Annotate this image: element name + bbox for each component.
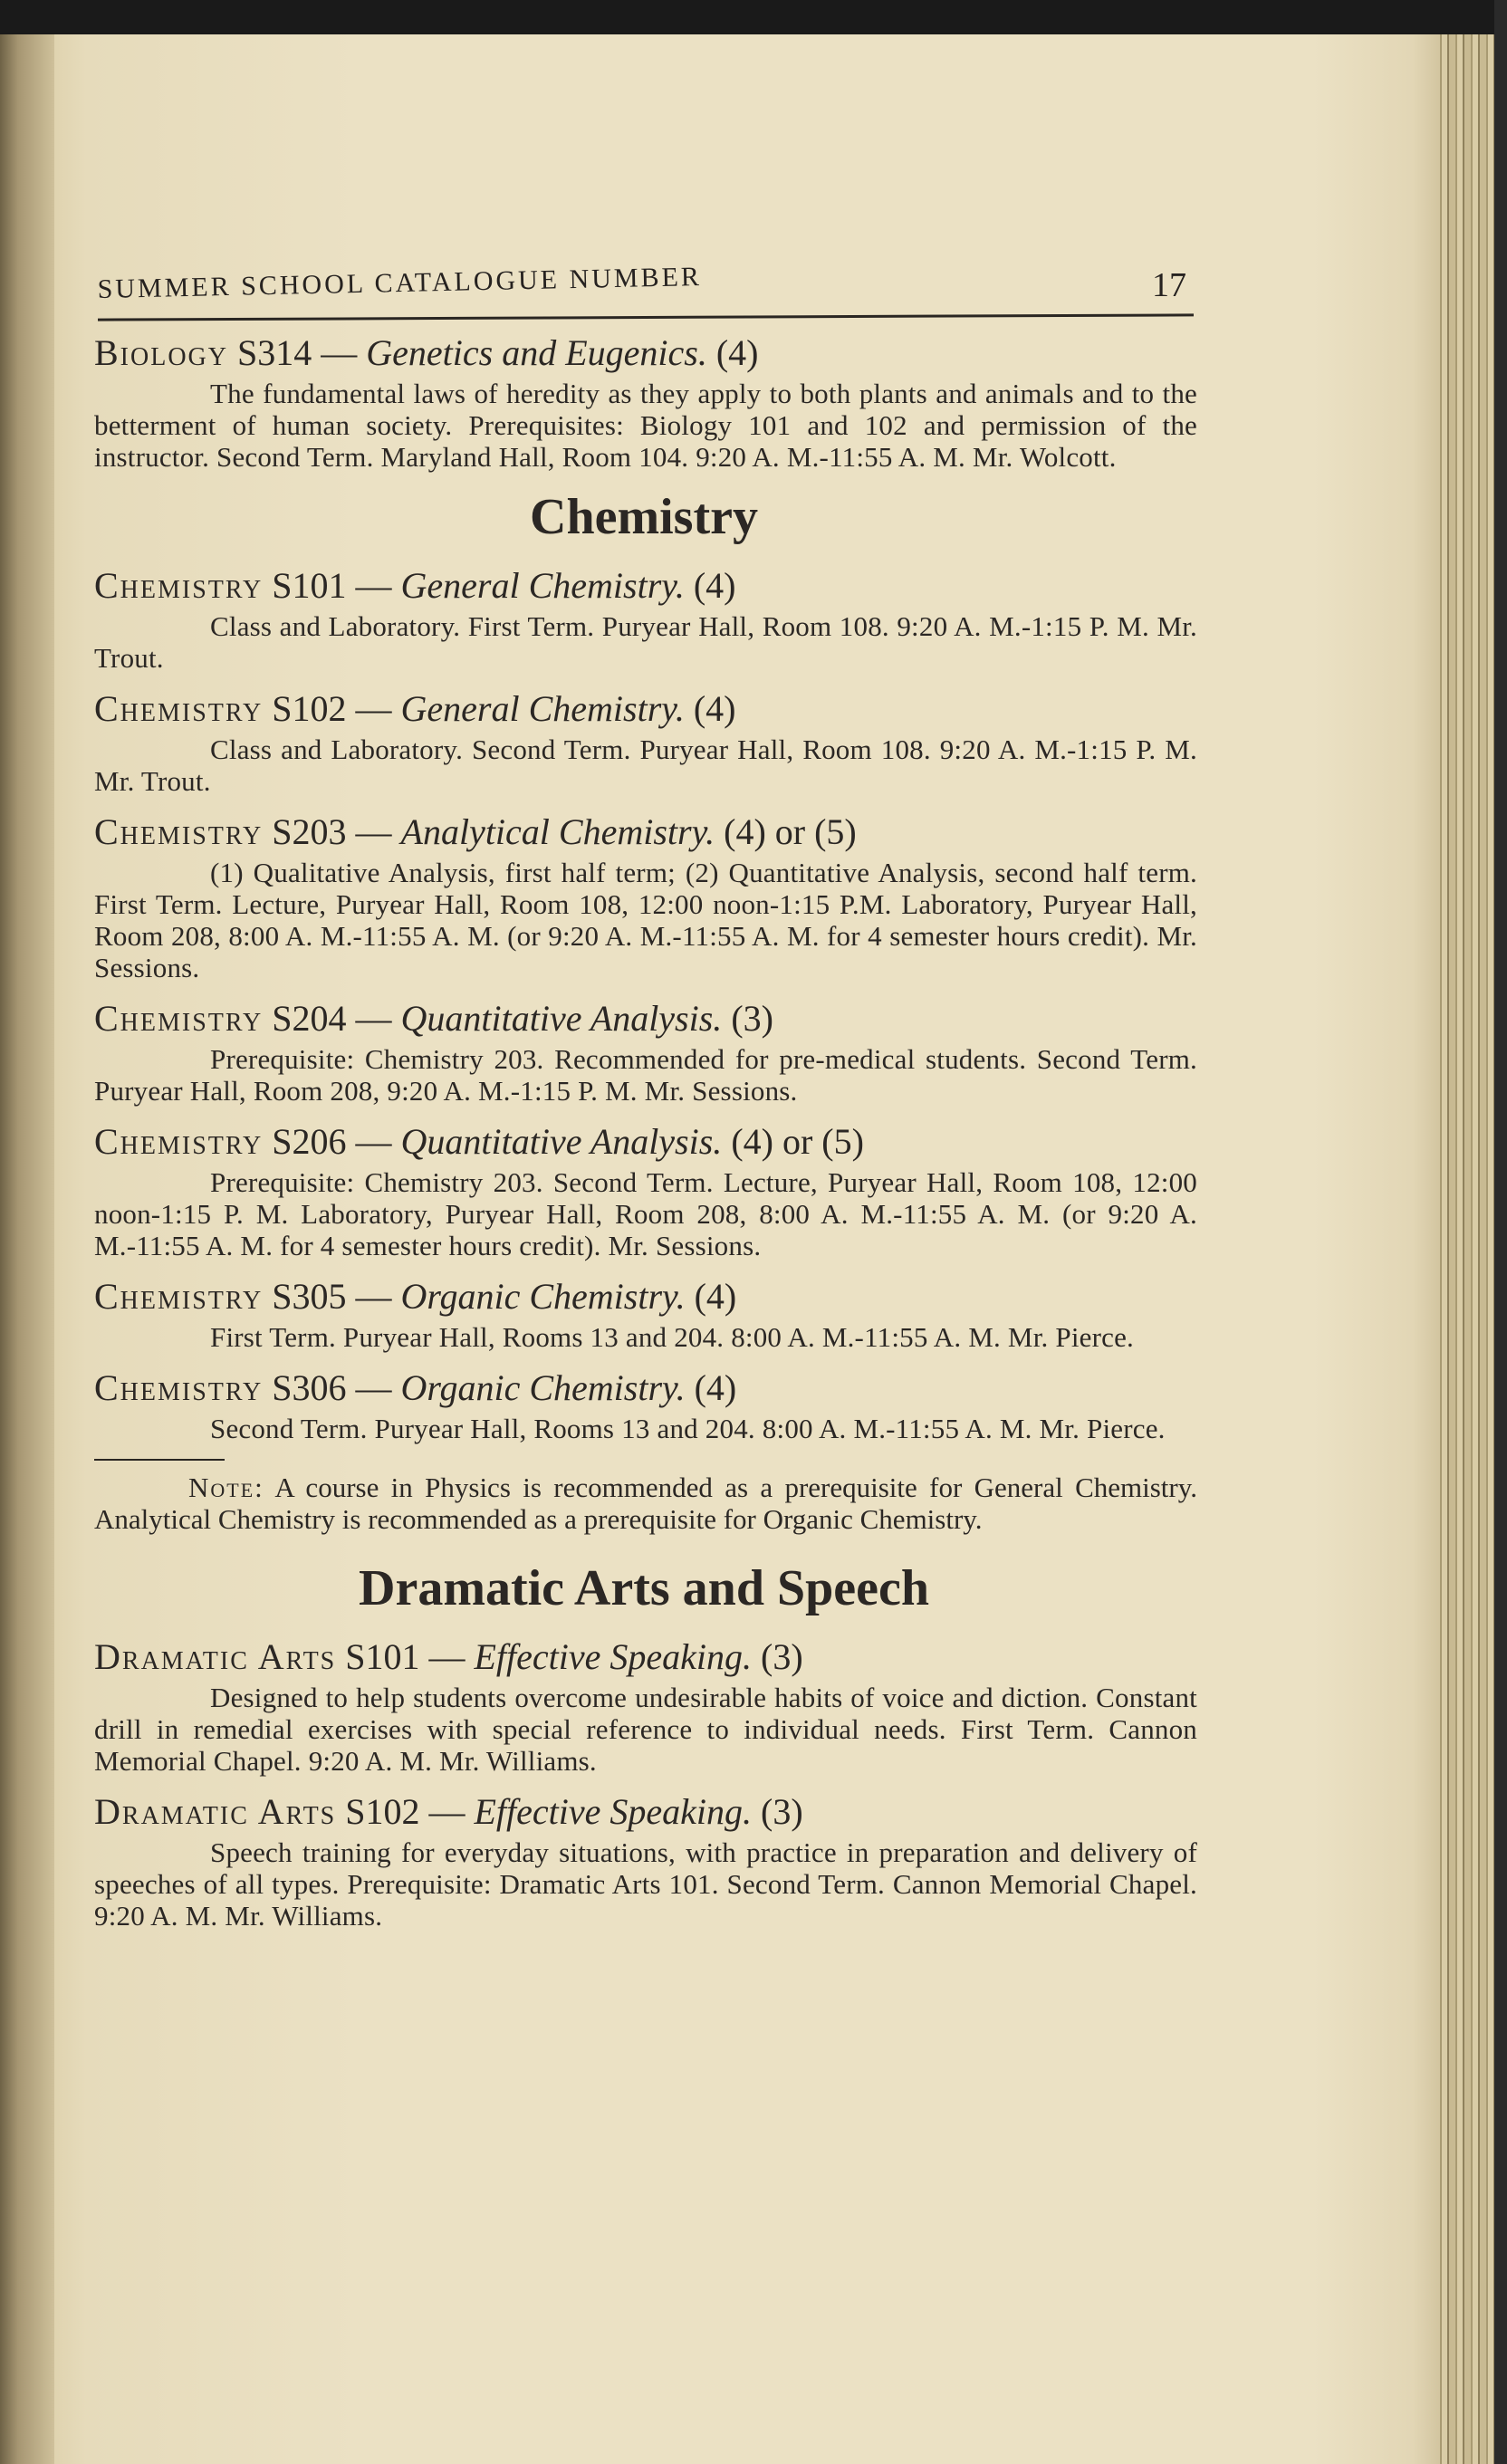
course-entry — [91, 1274, 1197, 1353]
dash: — — [355, 998, 401, 1039]
scan-border-top — [0, 0, 1507, 34]
course-dept: Chemistry — [94, 811, 264, 852]
course-description: Prerequisite: Chemistry 203. Recommended for pre-medical students. Second Term. Puryear Hall, Room 208, 9:20 A. M.-1:15 P. M. Mr. Sessions. — [94, 1043, 1197, 1107]
course-description: Prerequisite: Chemistry 203. Second Term. Lecture, Puryear Hall, Room 108, 12:00 noon-1:15 P. M. Laboratory, Puryear Hall, Room 208, 8:00 A. M.-11:55 A. M. (or 9:20 A. M.-11:55 A. M. for 4 semester hours credit). Mr. Sessions. — [94, 1166, 1197, 1261]
course-dept: Chemistry — [94, 1367, 264, 1408]
dash: — — [428, 1636, 475, 1677]
chemistry-note — [94, 1472, 1197, 1535]
course-title: Quantitative Analysis. — [400, 998, 723, 1039]
dash: — — [355, 1121, 401, 1162]
course-heading — [94, 1789, 1197, 1835]
course-title: Organic Chemistry. — [400, 1367, 686, 1408]
dash: — — [355, 811, 401, 852]
course-heading — [94, 1635, 1197, 1680]
course-title: Organic Chemistry. — [400, 1276, 686, 1317]
course-credits: (4) — [715, 332, 759, 373]
course-number: S101 — [272, 565, 347, 606]
dash: — — [428, 1791, 475, 1832]
course-entry — [91, 686, 1197, 797]
course-heading — [94, 1119, 1197, 1165]
course-credits: (3) — [761, 1791, 803, 1832]
course-heading — [94, 686, 1197, 732]
dash: — — [355, 1367, 401, 1408]
course-description: Class and Laboratory. First Term. Puryear Hall, Room 108. 9:20 A. M.-1:15 P. M. Mr. Trout. — [94, 610, 1197, 674]
page-content — [91, 331, 1197, 1944]
course-title: Effective Speaking. — [474, 1791, 753, 1832]
course-dept: Chemistry — [94, 1121, 264, 1162]
course-dept: Chemistry — [94, 688, 264, 729]
course-entry-biology-s314 — [91, 331, 1197, 473]
section-dramatic-arts — [91, 1557, 1197, 1932]
course-number: S305 — [272, 1276, 347, 1317]
note-text: A course in Physics is recommended as a prerequisite for General Chemistry. Analytical Chemistry is recommended as a prerequisite for Organic Chemistry. — [94, 1472, 1197, 1535]
course-description: First Term. Puryear Hall, Rooms 13 and 204. 8:00 A. M.-11:55 A. M. Mr. Pierce. — [210, 1321, 1135, 1353]
course-entry — [91, 996, 1197, 1107]
course-number: S204 — [272, 998, 347, 1039]
course-title: General Chemistry. — [400, 565, 685, 606]
course-dept: Biology — [94, 332, 228, 373]
dash: — — [321, 332, 367, 373]
course-dept: Chemistry — [94, 1276, 264, 1317]
course-entry — [91, 1789, 1197, 1932]
course-credits: (3) — [731, 998, 773, 1039]
binding-gutter — [0, 0, 54, 2464]
course-entry — [91, 810, 1197, 983]
scan-border-right — [1494, 0, 1507, 2464]
course-dept: Chemistry — [94, 998, 264, 1039]
course-dept: Dramatic Arts — [94, 1791, 337, 1832]
section-heading: Dramatic Arts and Speech — [359, 1560, 929, 1616]
note-label: Note: — [188, 1472, 264, 1503]
course-title: Genetics and Eugenics. — [366, 332, 707, 373]
header-rule — [98, 313, 1194, 321]
course-title: Effective Speaking. — [474, 1636, 753, 1677]
course-credits: (4) or (5) — [731, 1121, 864, 1162]
course-entry — [91, 1119, 1197, 1261]
course-dept: Chemistry — [94, 565, 264, 606]
course-heading — [94, 331, 1197, 376]
course-credits: (4) — [694, 1276, 737, 1317]
running-head-title: SUMMER SCHOOL CATALOGUE NUMBER — [97, 262, 703, 305]
dash: — — [355, 1276, 401, 1317]
course-description: Speech training for everyday situations, with practice in preparation and delivery of speeches of all types. Prerequisite: Dramatic Arts 101. Second Term. Cannon Memorial Chapel. 9:20 A. M. Mr. Williams. — [94, 1836, 1197, 1932]
course-description: Class and Laboratory. Second Term. Puryear Hall, Room 108. 9:20 A. M.-1:15 P. M. Mr. Trout. — [94, 733, 1197, 797]
course-entry — [91, 563, 1197, 674]
course-heading — [94, 563, 1197, 609]
course-credits: (4) — [693, 688, 736, 729]
course-number: S206 — [272, 1121, 347, 1162]
section-chemistry — [91, 485, 1197, 1535]
course-number: S101 — [345, 1636, 420, 1677]
note-rule — [94, 1459, 225, 1461]
course-credits: (4) — [693, 565, 736, 606]
course-title: Quantitative Analysis. — [400, 1121, 723, 1162]
course-number: S102 — [272, 688, 347, 729]
course-description: The fundamental laws of heredity as they apply to both plants and animals and to the betterment of human society. Prerequisites: Biology 101 and 102 and permission of the instructor. Second Term. Maryland Hall, Room 104. 9:20 A. M.-11:55 A. M. Mr. Wolcott. — [94, 378, 1197, 473]
course-number: S102 — [345, 1791, 420, 1832]
course-credits: (4) — [694, 1367, 737, 1408]
course-entry — [91, 1635, 1197, 1777]
course-dept: Dramatic Arts — [94, 1636, 337, 1677]
course-number: S306 — [272, 1367, 347, 1408]
course-title: General Chemistry. — [400, 688, 685, 729]
course-heading — [94, 810, 1197, 855]
running-head — [97, 262, 1194, 312]
course-number: S314 — [237, 332, 312, 373]
dash: — — [355, 565, 401, 606]
course-title: Analytical Chemistry. — [400, 811, 715, 852]
section-heading: Chemistry — [530, 489, 758, 545]
dash: — — [355, 688, 401, 729]
course-description: Second Term. Puryear Hall, Rooms 13 and 204. 8:00 A. M.-11:55 A. M. Mr. Pierce. — [210, 1413, 1166, 1444]
course-credits: (3) — [761, 1636, 803, 1677]
course-heading — [94, 1274, 1197, 1319]
course-number: S203 — [272, 811, 347, 852]
course-description: Designed to help students overcome undesirable habits of voice and diction. Constant drill in remedial exercises with special reference to individual needs. First Term. Cannon Memorial Chapel. 9:20 A. M. Mr. Williams. — [94, 1682, 1197, 1777]
page-number: 17 — [1152, 266, 1186, 304]
course-entry — [91, 1366, 1197, 1444]
course-description: (1) Qualitative Analysis, first half term; (2) Quantitative Analysis, second half term. First Term. Lecture, Puryear Hall, Room 108, 12:00 noon-1:15 P.M. Laboratory, Puryear Hall, Room 208, 8:00 A. M.-11:55 A. M. (or 9:20 A. M.-11:55 A. M. for 4 semester hours credit). Mr. Sessions. — [94, 857, 1197, 983]
course-heading — [94, 1366, 1197, 1411]
course-heading — [94, 996, 1197, 1041]
course-credits: (4) or (5) — [724, 811, 857, 852]
